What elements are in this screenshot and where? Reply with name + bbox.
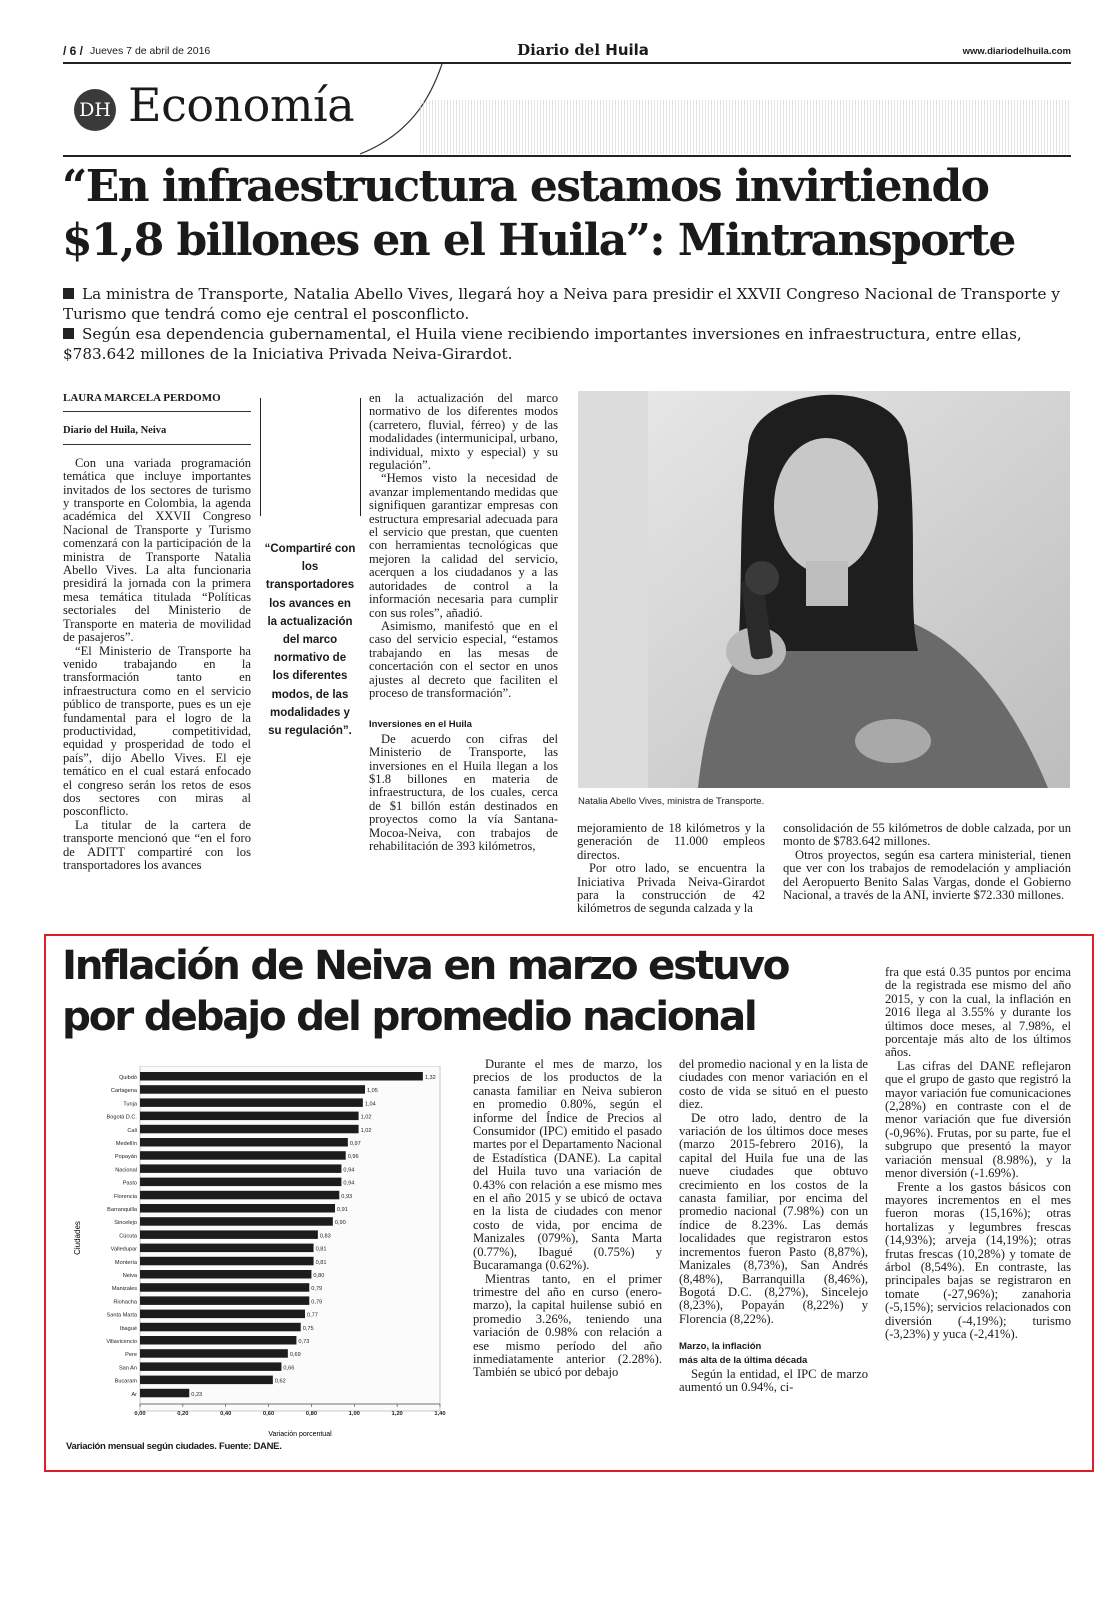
issue-date: Jueves 7 de abril de 2016 bbox=[90, 45, 211, 57]
article-photo bbox=[578, 391, 1070, 788]
bar bbox=[140, 1230, 318, 1239]
paragraph: Con una variada programación temática que incluye importantes invitados de los sectores de turismo y transporte en Colombia, la agenda académica del XXVII Congreso Nacional de Transporte y Turismo comenzará con la participación de la ministra de Transporte Natalia Abello Vives. La alta funcionaria presidirá la jornada con la primera mesa temática titulada “Políticas sectoriales del Ministerio de Transporte en materia de movilidad de pasajeros”. bbox=[63, 455, 251, 645]
bar bbox=[140, 1362, 281, 1371]
category-label: Cúcuta bbox=[119, 1233, 137, 1240]
dateline: Diario del Huila, Neiva bbox=[63, 424, 251, 444]
photo-illustration bbox=[578, 391, 1070, 788]
x-tick-label: 1,40 bbox=[434, 1411, 446, 1417]
x-tick-label: 0,20 bbox=[177, 1411, 189, 1417]
category-label: Florencia bbox=[113, 1193, 137, 1200]
masthead-name-part2: Huila bbox=[605, 41, 649, 59]
masthead-name bbox=[483, 41, 683, 59]
pull-quote: “Compartiré con los transportadores los avances en la actualización del marco normativo de los diferentes modos, de las modalidades y su regulación”. bbox=[264, 543, 356, 738]
lead-item bbox=[63, 324, 1068, 364]
bar-value-label: 0,91 bbox=[337, 1207, 348, 1213]
category-label: Valledupar bbox=[110, 1246, 137, 1253]
article-column-4 bbox=[577, 822, 765, 916]
paragraph: “El Ministerio de Transporte ha venido trabajando en la transformación tanto en infraestructura como en el servicio público de transporte, pues es un eje fundamental para el logro de la productividad, competitividad, equidad y prosperidad de todo el país”, dijo Abello Vives. El eje temático en el cual estará enfocado el congreso serán los retos de esos dos sectores con miras al posconflicto. bbox=[63, 643, 251, 819]
section-title: Economía bbox=[128, 78, 355, 132]
lead-item bbox=[63, 284, 1068, 324]
y-axis-label: Ciudades bbox=[73, 1221, 82, 1255]
bar bbox=[140, 1244, 314, 1253]
bar-value-label: 1,32 bbox=[424, 1075, 436, 1081]
paragraph: Otros proyectos, según esa cartera ministerial, tienen que ver con los trabajos de remodelación y ampliación del Aeropuerto Benito Salas Vargas, donde el Gobierno Nacional, a través de la ANI, invierte $72.330 millones. bbox=[783, 847, 1071, 903]
bar-value-label: 0,62 bbox=[274, 1378, 286, 1385]
category-label: Ar bbox=[131, 1391, 137, 1398]
bar-value-label: 0,66 bbox=[283, 1365, 295, 1372]
category-label: Nacional bbox=[115, 1167, 137, 1174]
bar bbox=[140, 1151, 346, 1160]
category-label: Riohacha bbox=[113, 1299, 137, 1306]
bar bbox=[140, 1138, 348, 1147]
bar bbox=[140, 1323, 301, 1332]
header-rule bbox=[63, 62, 1071, 64]
section-hatch bbox=[420, 100, 1070, 154]
x-tick-label: 0,40 bbox=[220, 1411, 232, 1417]
bar-value-label: 1,04 bbox=[364, 1101, 376, 1108]
article2-column-c bbox=[885, 966, 1071, 1341]
category-label: San An bbox=[118, 1365, 137, 1372]
paragraph: Frente a los gastos básicos con mayores incrementos en el mes fueron moras (15,16%); otras hortalizas y legumbres frescas (14,93%); arveja (14,19%); otras frutas frescas (10,28%) y tomate de árbol (8,54%). En contraste, las principales bajas se registraron en tomate (-27,96%); zanahoria (-5,15%); servicios relacionados con diversión (-4,19%); turismo (-3,23%) y yuca (-2,41%). bbox=[885, 1179, 1071, 1341]
inflation-bar-chart bbox=[70, 1066, 450, 1441]
paragraph: Las cifras del DANE reflejaron que el grupo de gasto que registró la mayor variación fue comunicaciones (2,28%) en contraste con el de menor variación que fue diversión (-0,96%). Frutas, por su parte, fue el subgrupo que presentó la mayor variación mensual (8.98%), y la menor diversión (-1.69%). bbox=[885, 1058, 1071, 1181]
bar bbox=[140, 1376, 273, 1385]
bar bbox=[140, 1178, 341, 1187]
x-tick-label: 0,00 bbox=[134, 1411, 146, 1417]
paragraph: consolidación de 55 kilómetros de doble calzada, por un monto de $783.642 millones. bbox=[783, 821, 1071, 849]
subhead-line-2: más alta de la última década bbox=[679, 1354, 808, 1366]
category-label: Tunja bbox=[123, 1101, 137, 1108]
bar-value-label: 0,94 bbox=[343, 1167, 355, 1174]
bar-value-label: 0,77 bbox=[307, 1312, 318, 1319]
chart-caption: Variación mensual según ciudades. Fuente: DANE. bbox=[66, 1441, 282, 1452]
category-label: Pere bbox=[125, 1352, 137, 1359]
bullet-square-icon bbox=[63, 288, 74, 299]
article-column-5 bbox=[783, 822, 1071, 902]
paragraph: fra que está 0.35 puntos por encima de la registrada ese mismo del año 2015, y con la cual, la inflación en 2016 llega al 3.55% y durante los últimos doce meses, al 7.98%, el porcentaje más alto de los últimos años. bbox=[885, 965, 1071, 1060]
bar-value-label: 0,80 bbox=[313, 1273, 325, 1279]
x-tick-label: 0,60 bbox=[262, 1411, 275, 1417]
article2-column-a bbox=[473, 1058, 662, 1380]
photo-caption: Natalia Abello Vives, ministra de Transporte. bbox=[578, 796, 765, 807]
subhead-line-1: Marzo, la inflación bbox=[679, 1341, 762, 1353]
subhead: Inversiones en el Huila bbox=[369, 719, 472, 731]
paragraph: Por otro lado, se encuentra la Iniciativa Privada Neiva-Girardot para la construcción de 42 kilómetros de segunda calzada y la bbox=[577, 861, 765, 916]
category-label: Manizales bbox=[111, 1286, 137, 1293]
bar-value-label: 0,81 bbox=[315, 1246, 327, 1253]
section-rule bbox=[63, 155, 1071, 157]
paragraph: La titular de la cartera de transporte mencionó que “en el foro de ADITT compartiré con los transportadores los avances bbox=[63, 817, 251, 872]
bullet-square-icon bbox=[63, 328, 74, 339]
bar-value-label: 0,75 bbox=[302, 1325, 314, 1332]
bar bbox=[140, 1191, 339, 1200]
category-label: Pasto bbox=[122, 1180, 137, 1187]
paragraph: De acuerdo con cifras del Ministerio de Transporte, las inversiones en el Huila llegan a los $1.8 billones en materia de infraestructura, de los cuales, cerca de $1 billón están destinados en proyectos como la vía Santana-Mocoa-Neiva, con trabajos de rehabilitación de 393 kilómetros, bbox=[369, 731, 558, 853]
paragraph: mejoramiento de 18 kilómetros y la generación de 11.000 empleos directos. bbox=[577, 821, 765, 862]
byline: LAURA MARCELA PERDOMO bbox=[63, 392, 251, 412]
paragraph: del promedio nacional y en la lista de ciudades con menor variación en el costo de vida se situó en el puesto diez. bbox=[679, 1057, 868, 1112]
lead-text: La ministra de Transporte, Natalia Abello Vives, llegará hoy a Neiva para presidir el XXVII Congreso Nacional de Transporte y Turismo que tendrá como eje central el posconflicto. bbox=[63, 285, 1060, 323]
bar bbox=[140, 1164, 341, 1173]
page-number: / 6 / bbox=[63, 44, 84, 58]
category-label: Ibagué bbox=[119, 1325, 137, 1332]
bar-value-label: 0,81 bbox=[315, 1259, 327, 1266]
x-axis-label: Variación porcentual bbox=[268, 1431, 332, 1438]
article2-headline: Inflación de Neiva en marzo estuvo por debajo del promedio nacional bbox=[62, 941, 789, 1040]
bar bbox=[140, 1336, 296, 1345]
category-label: Cartagena bbox=[110, 1088, 137, 1095]
bar-value-label: 0,97 bbox=[349, 1141, 361, 1147]
dh-logo-text: DH bbox=[79, 99, 111, 121]
paragraph: Asimismo, manifestó que en el caso del servicio especial, “estamos trabajando en las mesas de concertación con el sector en unos ajustes al decreto que faciliten el proceso de transformación”. bbox=[369, 618, 558, 700]
bar-value-label: 0,79 bbox=[311, 1286, 323, 1293]
paragraph: “Hemos visto la necesidad de avanzar implementando medidas que signifiquen garantizar empresas con estructura empresarial adecuada para el servicio que prestan, que cuenten con herramientas tecnológicas que mejoren la calidad del servicio, acerquen a los ciudadanos y a las autoridades de control a la información necesaria para cumplir con sus roles”, añadió. bbox=[369, 471, 558, 620]
article-lead bbox=[63, 284, 1068, 364]
article-column-3 bbox=[369, 392, 558, 853]
bar bbox=[140, 1296, 309, 1305]
paragraph: De otro lado, dentro de la variación de los últimos doce meses (marzo 2015-febrero 2016), la capital del Huila fue una de las nueve ciudades que obtuvo crecimiento en los costos de la canasta familiar, por encima del promedio nacional (7.98%) con un índice de 8.23%. Las demás localidades que registraron estos incrementos fueron Pasto (8,87%), Manizales (8,73%), San Andrés (8,48%), Barranquilla (8,46%), Bogotá D.C. (8,27%), Sincelejo (8,23%), Popayán (8,22%) y Florencia (8,22%). bbox=[679, 1110, 868, 1326]
bar-value-label: 0,23 bbox=[191, 1391, 203, 1398]
bar bbox=[140, 1204, 335, 1213]
category-label: Barranquilla bbox=[107, 1207, 137, 1213]
bar bbox=[140, 1112, 359, 1121]
bar bbox=[140, 1349, 288, 1358]
paragraph: Mientras tanto, en el primer trimestre del año en curso (enero-marzo), la capital huilense subió en promedio 3.26%, teniendo una variación de 0.98% con relación a ese mismo período del año inmediatamente anterior (2.28%). También se ubicó por debajo bbox=[473, 1271, 662, 1380]
category-label: Cali bbox=[127, 1127, 137, 1134]
bar-value-label: 0,94 bbox=[343, 1180, 355, 1187]
subhead bbox=[679, 1340, 868, 1367]
x-tick-label: 1,00 bbox=[348, 1411, 360, 1417]
bar-value-label: 1,02 bbox=[360, 1114, 372, 1121]
dh-logo bbox=[74, 89, 116, 131]
quote-rule-left bbox=[260, 398, 261, 516]
bar bbox=[140, 1072, 423, 1081]
article2-column-b bbox=[679, 1058, 868, 1395]
bar bbox=[140, 1283, 309, 1292]
bar bbox=[140, 1389, 189, 1398]
paragraph: en la actualización del marco normativo de los diferentes modos (carretero, fluvial, férreo) y de las modalidades (intermunicipal, urbano, individual, mixto y especial) y su regulación”. bbox=[369, 391, 558, 473]
website-url: www.diariodelhuila.com bbox=[962, 46, 1071, 57]
category-label: Medellín bbox=[115, 1141, 137, 1147]
lead-text: Según esa dependencia gubernamental, el Huila viene recibiendo importantes inversiones en infraestructura, entre ellas, $783.642 millones de la Iniciativa Privada Neiva-Girardot. bbox=[63, 325, 1022, 363]
bar-value-label: 0,83 bbox=[319, 1233, 331, 1240]
bar-value-label: 0,93 bbox=[341, 1193, 353, 1200]
bar bbox=[140, 1125, 359, 1134]
bar bbox=[140, 1310, 305, 1319]
category-label: Villavicencio bbox=[106, 1339, 137, 1345]
bar bbox=[140, 1270, 311, 1279]
bar-value-label: 0,90 bbox=[334, 1220, 346, 1227]
category-label: Montería bbox=[114, 1259, 137, 1266]
bar-value-label: 0,96 bbox=[347, 1154, 359, 1161]
bar-value-label: 0,73 bbox=[298, 1339, 310, 1345]
masthead-name-part1: Diario del bbox=[517, 41, 601, 59]
bar-value-label: 0,69 bbox=[289, 1352, 301, 1359]
bar bbox=[140, 1098, 363, 1107]
x-tick-label: 1,20 bbox=[391, 1411, 403, 1417]
quote-rule-right bbox=[360, 398, 361, 516]
bar bbox=[140, 1257, 314, 1266]
category-label: Bogotá D.C. bbox=[106, 1114, 137, 1121]
bar bbox=[140, 1085, 365, 1094]
x-tick-label: 0,80 bbox=[305, 1411, 318, 1417]
bar-value-label: 0,79 bbox=[311, 1299, 323, 1306]
category-label: Popayán bbox=[114, 1154, 137, 1161]
category-label: Santa Marta bbox=[106, 1312, 137, 1319]
bar bbox=[140, 1217, 333, 1226]
bar-value-label: 1,05 bbox=[367, 1088, 378, 1095]
page-header bbox=[63, 41, 1071, 62]
category-label: Bucaram bbox=[114, 1378, 137, 1385]
bar-value-label: 1,02 bbox=[360, 1127, 372, 1134]
paragraph: Durante el mes de marzo, los precios de los productos de la canasta familiar en Neiva subieron en promedio 0.80%, según el informe del Índice de Precios al Consumidor (IPC) emitido el pasado martes por el Departamento Nacional de Estadística (DANE). La capital del Huila tuvo una variación de 0.43% con relación a ese mismo mes en el año 2015 y se ubicó de octava en la lista de ciudades con menor costo de vida, por encima de Manizales (079%), Santa Marta (0.77%), Ibagué (0.75%) y Bucaramanga (0.62%). bbox=[473, 1057, 662, 1273]
category-label: Quibdó bbox=[118, 1075, 137, 1081]
article-headline: “En infraestructura estamos invirtiendo $1,8 billones en el Huila”: Mintransporte bbox=[62, 161, 1015, 266]
category-label: Neiva bbox=[122, 1273, 137, 1279]
article-column-1 bbox=[63, 392, 251, 872]
category-label: Sincelejo bbox=[114, 1220, 137, 1227]
paragraph: Según la entidad, el IPC de marzo aumentó un 0.94%, ci- bbox=[679, 1366, 868, 1395]
